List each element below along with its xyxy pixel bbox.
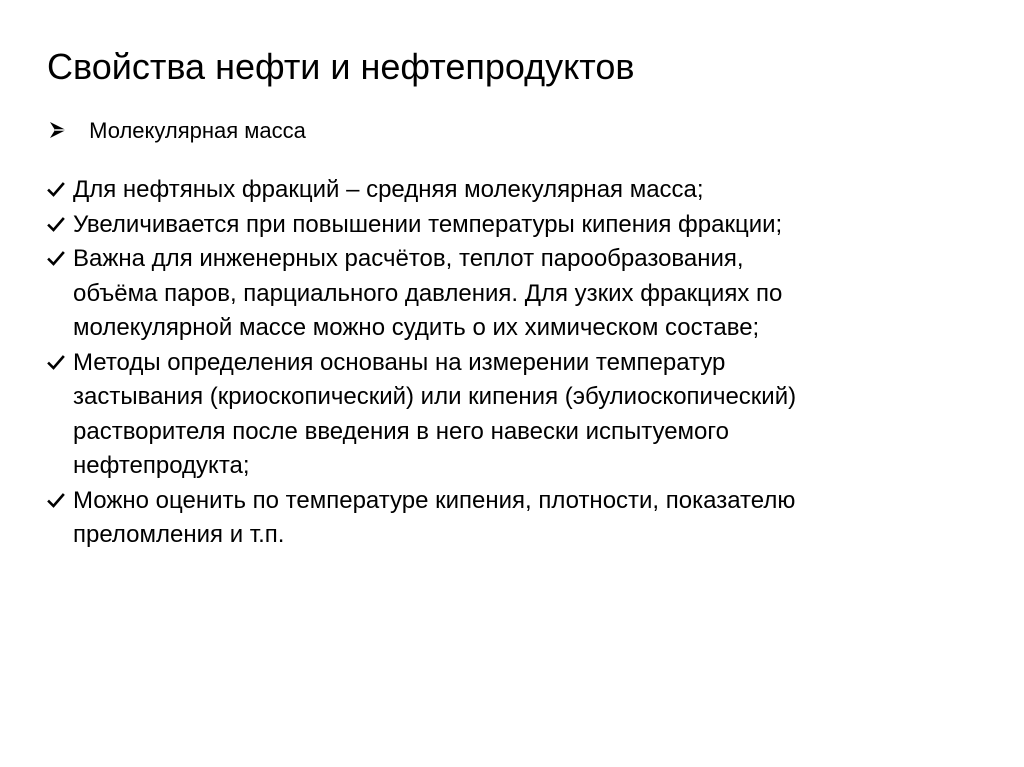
item-text-line: молекулярной массе можно судить о их химическом составе; (73, 314, 760, 341)
item-text-line: застывания (криоскопический) или кипения (эбулиоскопический) (73, 383, 797, 410)
item-text-line: преломления и т.п. (73, 521, 285, 548)
checklist (47, 173, 987, 553)
item-text-line: Для нефтяных фракций – средняя молекулярная масса; (73, 176, 704, 203)
item-text-line: объёма паров, парциального давления. Для узких фракциях по (73, 279, 783, 307)
item-text-line: растворителя после введения в него навески испытуемого (73, 417, 729, 445)
checklist-item (47, 208, 987, 243)
checkmark-icon (47, 492, 65, 510)
item-text-line: Можно оценить по температуре кипения, плотности, показателю (73, 486, 796, 514)
checklist-item (47, 484, 987, 553)
checklist-item (47, 173, 987, 208)
item-text-line: Важна для инженерных расчётов, теплот парообразования, (73, 245, 744, 272)
checkmark-icon (47, 216, 65, 234)
checkmark-icon (47, 181, 65, 199)
checkmark-icon (47, 354, 65, 372)
subheading-text: Молекулярная масса (89, 118, 306, 143)
slide-title: Свойства нефти и нефтепродуктов (47, 46, 635, 87)
checklist-item (47, 346, 987, 484)
arrowhead-bullet-icon (47, 120, 75, 140)
checkmark-icon (47, 250, 65, 268)
subheading (47, 116, 306, 146)
item-text-line: нефтепродукта; (73, 452, 250, 479)
item-text-line: Увеличивается при повышении температуры кипения фракции; (73, 210, 783, 238)
checklist-item (47, 242, 987, 346)
item-text-line: Методы определения основаны на измерении температур (73, 348, 726, 376)
